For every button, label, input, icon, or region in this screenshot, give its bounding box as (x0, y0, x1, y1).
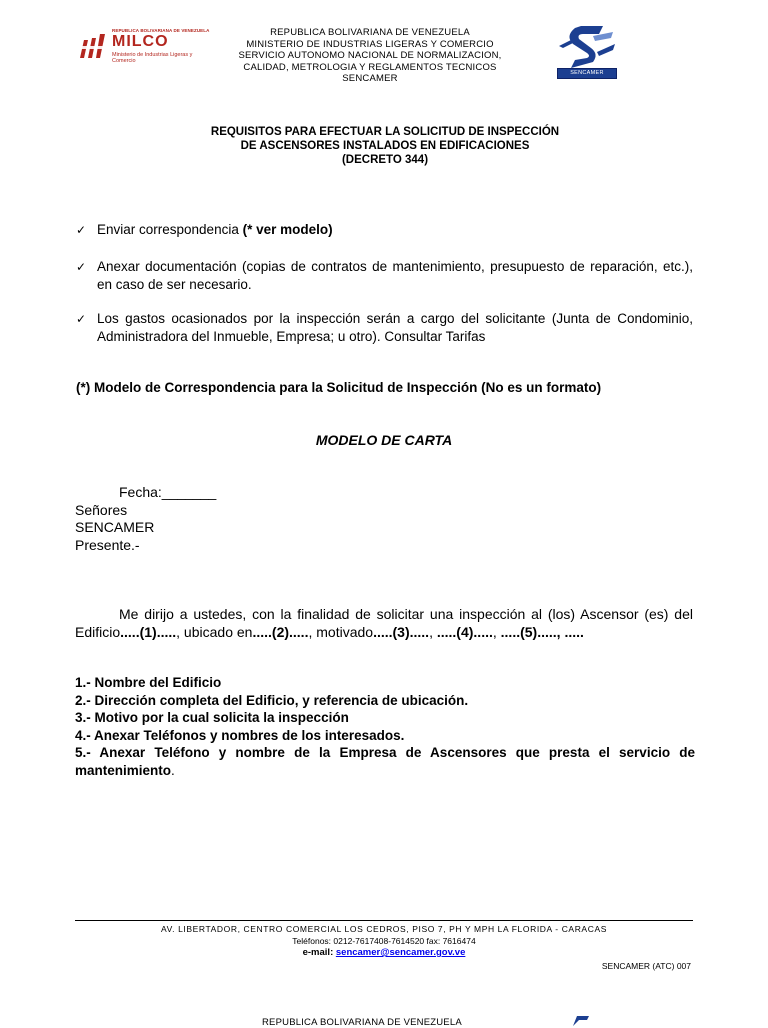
footer-address: AV. LIBERTADOR, CENTRO COMERCIAL LOS CEDROS, PISO 7, PH Y MPH LA FLORIDA - CARACAS (161, 924, 607, 934)
title-line-1: REQUISITOS PARA EFECTUAR LA SOLICITUD DE INSPECCIÓN (210, 126, 560, 138)
letter-body (75, 605, 693, 641)
institution-header (210, 27, 530, 85)
placeholder-legend (75, 674, 695, 779)
checkmark-icon: ✓ (76, 260, 87, 274)
sencamer-logo-text: SENCAMER (570, 70, 604, 76)
header-line: SERVICIO AUTONOMO NACIONAL DE NORMALIZACION, (238, 50, 502, 61)
legend-item: 3.- Motivo por la cual solicita la inspección (75, 710, 349, 725)
letter-salutation: Señores (75, 501, 128, 518)
letter-body-text: , ubicado en (176, 624, 253, 640)
placeholder-4: .....(4)..... (436, 624, 493, 640)
requirement-text-bold: (* ver modelo) (242, 222, 333, 237)
sencamer-logo-band (557, 68, 617, 79)
requirement-text-plain: Enviar correspondencia (97, 222, 243, 237)
legend-item: 4.- Anexar Teléfonos y nombres de los interesados. (75, 727, 405, 743)
separator: , (429, 624, 437, 640)
next-page-header: REPUBLICA BOLIVARIANA DE VENEZUELA (262, 1017, 462, 1028)
header-line: SENCAMER (342, 73, 398, 84)
letter-presente: Presente.- (75, 536, 140, 553)
separator-trailing: , ..... (556, 624, 584, 640)
milco-logo (78, 26, 208, 66)
requirement-item (76, 258, 693, 294)
requirement-item (76, 221, 693, 239)
milco-wordmark: MILCO (112, 33, 169, 50)
milco-emblem-icon (78, 32, 110, 60)
email-label: e-mail: (302, 947, 336, 958)
model-note: (*) Modelo de Correspondencia para la Solicitud de Inspección (No es un formato) (76, 380, 602, 395)
letter-body-text: , motivado (308, 624, 374, 640)
letter-date: Fecha:_______ (119, 484, 217, 500)
title-line-3: (DECRETO 344) (341, 154, 429, 166)
requirement-text: Los gastos ocasionados por la inspección serán a cargo del solicitante (Junta de Condominio, Administradora del Inmueble, Empresa; u otro). Consultar Tarifas (97, 311, 693, 344)
checkmark-icon: ✓ (76, 223, 87, 237)
letter-recipient: SENCAMER (75, 519, 155, 535)
footer-email (75, 946, 693, 959)
header-line: MINISTERIO DE INDUSTRIAS LIGERAS Y COMERCIO (246, 38, 494, 50)
email-link[interactable]: sencamer@sencamer.gov.ve (335, 947, 466, 958)
legend-item-last (75, 744, 695, 779)
requirement-text (97, 221, 693, 239)
footer-divider (75, 920, 693, 921)
title-line-2: DE ASCENSORES INSTALADOS EN EDIFICACIONES (240, 140, 530, 152)
document-code: SENCAMER (ATC) 007 (601, 961, 691, 971)
placeholder-5: .....(5)..... (500, 624, 557, 640)
milco-small-caption: REPUBLICA BOLIVARIANA DE VENEZUELA (112, 28, 210, 33)
letter-model-heading: MODELO DE CARTA (315, 432, 453, 448)
sencamer-emblem-icon (553, 24, 619, 70)
legend-item: 2.- Dirección completa del Edificio, y referencia de ubicación. (75, 692, 469, 708)
separator: , (492, 624, 501, 640)
legend-item-suffix: . (171, 762, 175, 778)
placeholder-1: .....(1)..... (120, 624, 177, 640)
milco-subtitle: Ministerio de Industrias Ligeras y Comercio (112, 52, 193, 64)
requirement-item (76, 310, 693, 346)
sencamer-logo (553, 24, 619, 82)
checkmark-icon: ✓ (76, 312, 87, 326)
legend-item-text: 5.- Anexar Teléfono y nombre de la Empresa de Ascensores que presta el servicio de mantenimiento (75, 745, 695, 778)
header-line: REPUBLICA BOLIVARIANA DE VENEZUELA (270, 27, 470, 38)
header-line: CALIDAD, METROLOGIA Y REGLAMENTOS TECNICOS (243, 61, 497, 73)
document-title (150, 125, 620, 167)
footer-phones: Teléfonos: 0212-7617408-7614520 fax: 7616474 (292, 936, 476, 946)
legend-item: 1.- Nombre del Edificio (75, 675, 222, 690)
placeholder-2: .....(2)..... (252, 624, 309, 640)
requirement-text: Anexar documentación (copias de contratos de mantenimiento, presupuesto de reparación, etc.), en caso de ser necesario. (97, 259, 693, 292)
placeholder-3: .....(3)..... (373, 624, 430, 640)
letter-body-text: Me dirijo a ustedes, con la finalidad de solicitar una inspección al (los) Ascensor (es) del Edificio (75, 606, 693, 640)
letter-header (75, 484, 216, 554)
next-page-logo-icon (565, 1016, 595, 1026)
